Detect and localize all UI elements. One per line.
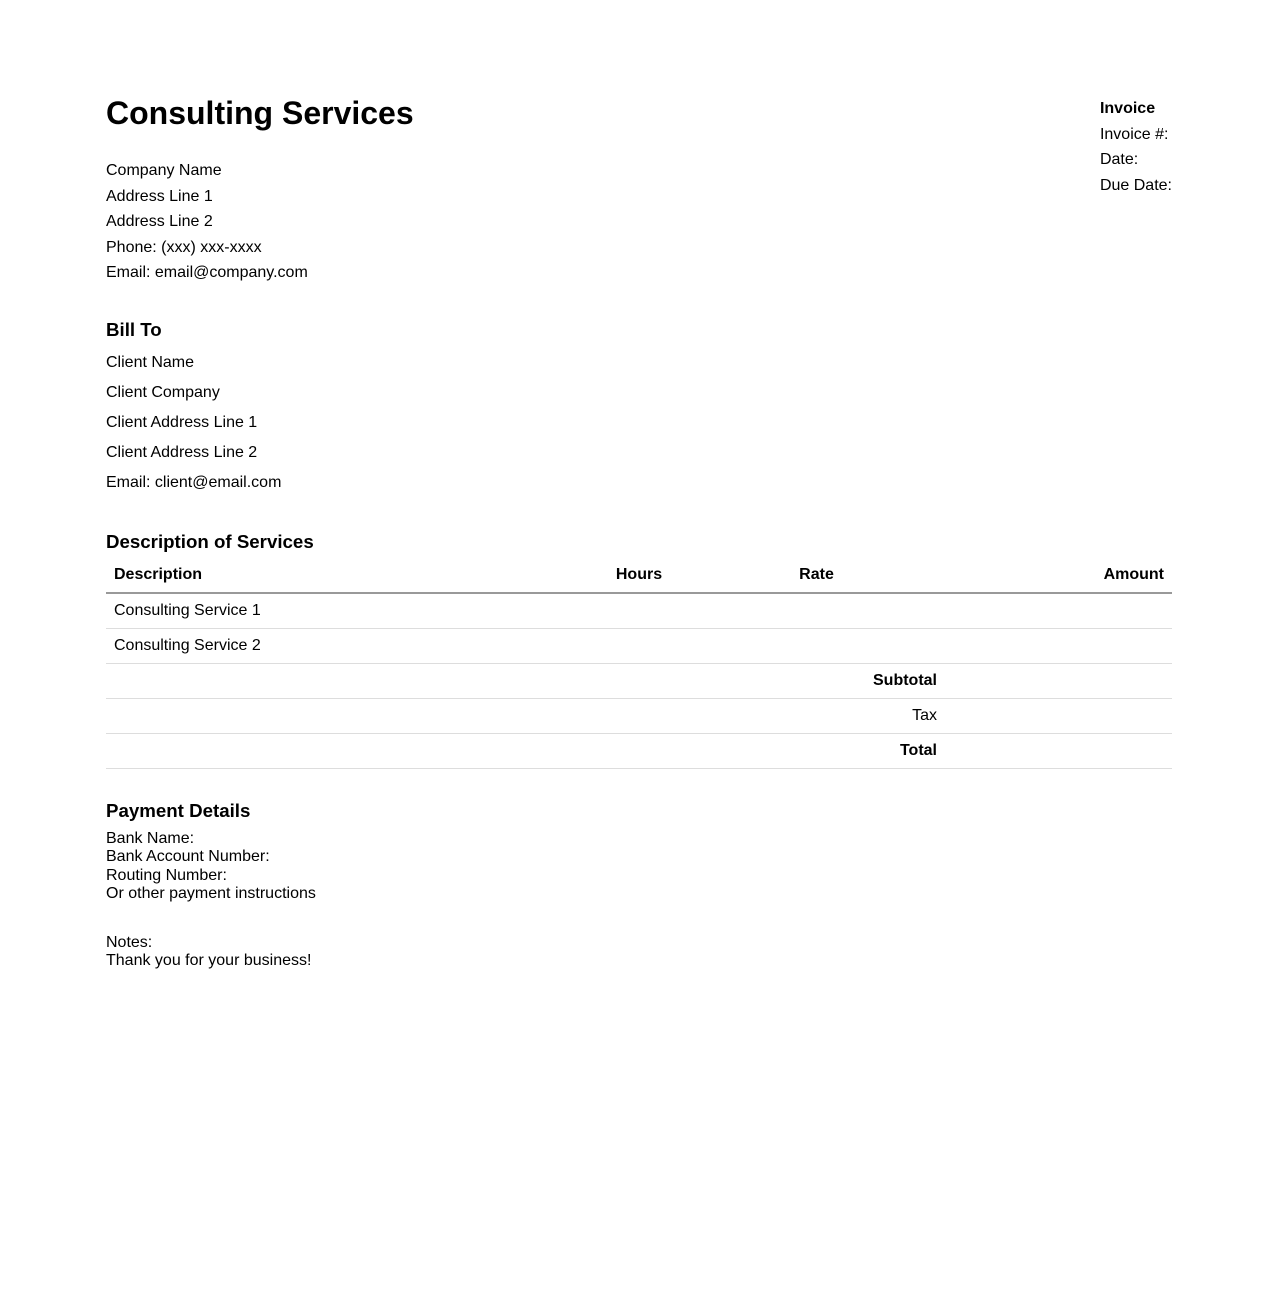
other-payment-instructions: Or other payment instructions [106, 885, 316, 903]
company-email: Email: email@company.com [106, 264, 308, 282]
service-hours [590, 593, 688, 629]
routing-number-label: Routing Number: [106, 866, 227, 884]
invoice-date-label: Date: [1099, 151, 1139, 169]
payment-details-heading: Payment Details [106, 799, 251, 821]
table-header-row [106, 558, 1172, 593]
invoice-number-label: Invoice #: [1099, 125, 1169, 143]
notes-block [106, 934, 1172, 971]
client-address-line-2: Client Address Line 2 [106, 443, 258, 461]
client-email: Email: client@email.com [106, 473, 282, 491]
service-amount [945, 593, 1172, 629]
company-address-line-1: Address Line 1 [106, 187, 213, 205]
client-name: Client Name [106, 353, 195, 371]
invoice-document [106, 0, 1172, 970]
total-row [106, 733, 1172, 768]
notes-label: Notes: [106, 933, 153, 951]
company-info-column [106, 96, 414, 286]
column-header-rate: Rate [688, 558, 945, 593]
company-address-line-2: Address Line 2 [106, 213, 213, 231]
column-header-description: Description [106, 558, 590, 593]
tax-row [106, 698, 1172, 733]
company-info-block [106, 158, 414, 286]
services-heading: Description of Services [106, 530, 314, 552]
subtotal-row [106, 663, 1172, 698]
company-name: Company Name [106, 162, 222, 179]
invoice-meta-block [1100, 96, 1172, 198]
subtotal-value [945, 663, 1172, 698]
services-table [106, 558, 1172, 769]
client-address-line-1: Client Address Line 1 [106, 413, 258, 431]
invoice-due-date-label: Due Date: [1099, 176, 1172, 194]
bill-to-block [106, 348, 1172, 498]
column-header-amount: Amount [945, 558, 1172, 593]
document-header [106, 96, 1172, 286]
subtotal-label: Subtotal [106, 663, 945, 698]
bank-name-label: Bank Name: [106, 829, 195, 847]
tax-label: Tax [106, 698, 945, 733]
service-amount [945, 628, 1172, 663]
service-description: Consulting Service 2 [106, 628, 590, 663]
payment-details-block [106, 830, 1172, 904]
service-hours [590, 628, 688, 663]
table-row [106, 593, 1172, 629]
client-company: Client Company [106, 383, 220, 401]
column-header-hours: Hours [590, 558, 688, 593]
table-row [106, 628, 1172, 663]
service-rate [688, 628, 945, 663]
invoice-heading: Invoice [1099, 100, 1156, 117]
page-title: Consulting Services [106, 95, 414, 131]
total-label: Total [106, 733, 945, 768]
service-rate [688, 593, 945, 629]
bank-account-number-label: Bank Account Number: [106, 848, 270, 866]
bill-to-heading: Bill To [106, 318, 162, 340]
tax-value [945, 698, 1172, 733]
company-phone: Phone: (xxx) xxx-xxxx [106, 238, 262, 256]
notes-message: Thank you for your business! [106, 952, 312, 969]
total-value [945, 733, 1172, 768]
service-description: Consulting Service 1 [106, 593, 590, 629]
